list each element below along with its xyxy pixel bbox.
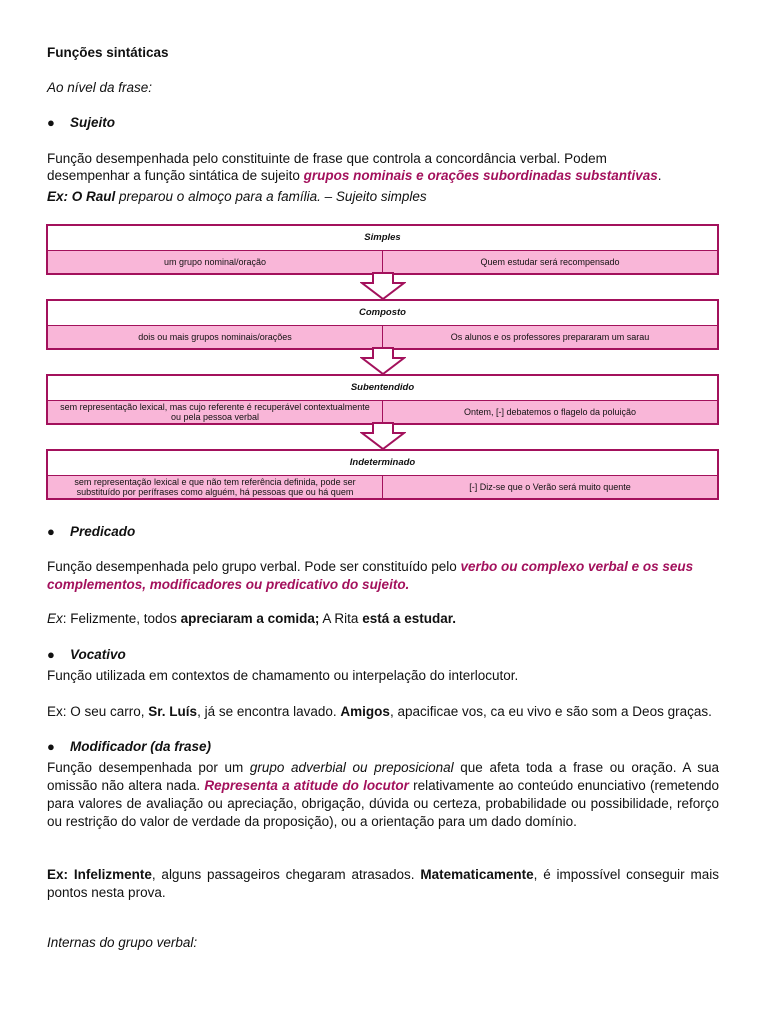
example-text: , apacificae vos, ca eu vivo e são som a Deos graças. [389, 704, 712, 719]
section-title-sujeito: Sujeito [70, 115, 116, 130]
vocativo-example [47, 703, 712, 721]
predicado-example [47, 610, 456, 628]
section-title-predicado: Predicado [70, 524, 136, 539]
predicado-highlight: verbo ou complexo verbal e os seus [460, 559, 694, 574]
diagram-box-title: Composto [48, 301, 717, 326]
predicado-text-plain: Função desempenhada pelo grupo verbal. Pode ser constituído pelo [47, 559, 461, 574]
example-bold: está a estudar. [362, 611, 456, 626]
example-bold: Amigos [340, 704, 390, 719]
page-heading: Funções sintáticas [47, 45, 169, 60]
modificador-example [47, 866, 719, 902]
example-text: A Rita [319, 611, 363, 626]
sujeito-highlight: grupos nominais e orações subordinadas substantivas [303, 168, 658, 183]
example-text: , já se encontra lavado. [197, 704, 341, 719]
paragraph-italic: grupo adverbial ou preposicional [249, 760, 454, 775]
example-label: Ex: [47, 867, 69, 882]
section-title-vocativo: Vocativo [70, 647, 126, 662]
diagram-box-title: Simples [48, 226, 717, 251]
diagram-box-example: [-] Diz-se que o Verão será muito quente [382, 476, 717, 498]
paragraph-text: que afeta toda a frase ou oração. A sua omissão não altera nada. [47, 760, 719, 793]
section-title-modificador: Modificador (da frase) [70, 739, 212, 754]
diagram-box-example: Quem estudar será recompensado [382, 251, 717, 273]
diagram-box-subentendido [46, 374, 719, 425]
diagram-box-title: Subentendido [48, 376, 717, 401]
example-bold: Sr. Luís [148, 704, 198, 719]
vocativo-text: Função utilizada em contextos de chamamento ou interpelação do interlocutor. [47, 668, 519, 683]
predicado-highlight-line2: complementos, modificadores ou predicativo do sujeito. [47, 577, 410, 592]
diagram-box-description: sem representação lexical e que não tem referência definida, pode ser substituído por perífrases como alguém, há pessoas que ou há quem [74, 477, 356, 497]
diagram-box-description: um grupo nominal/oração [163, 257, 267, 267]
footer-heading: Internas do grupo verbal: [47, 935, 198, 950]
down-arrow-icon [360, 422, 406, 450]
predicado-text-line1 [47, 558, 693, 576]
sujeito-text-end: . [657, 168, 662, 183]
example-bold: Infelizmente [68, 867, 152, 882]
sujeito-example [47, 188, 427, 206]
example-label: Ex: O Raul [47, 189, 116, 204]
bullet-icon: ● [47, 739, 55, 754]
paragraph-text: Função desempenhada por um [47, 760, 250, 775]
diagram-box-indeterminado [46, 449, 719, 500]
diagram-box-example: Os alunos e os professores prepararam um sarau [382, 326, 717, 348]
sujeito-text-line2 [47, 167, 662, 185]
sujeito-text-plain: desempenhar a função sintática de sujeito [47, 168, 304, 183]
example-text: Ex: O seu carro, [47, 704, 149, 719]
diagram-box-example: Ontem, [-] debatemos o flagelo da poluição [382, 401, 717, 423]
example-text: , é impossível conseguir mais pontos nesta prova. [47, 867, 720, 900]
example-text: preparou o almoço para a família. – Sujeito simples [115, 189, 427, 204]
diagram-box-description: sem representação lexical, mas cujo referente é recuperável contextualmente ou pela pessoa verbal [60, 402, 370, 422]
subheading: Ao nível da frase: [47, 80, 153, 95]
example-text: , alguns passageiros chegaram atrasados. [151, 867, 421, 882]
example-label: Ex [47, 611, 63, 626]
example-bold: Matematicamente [420, 867, 534, 882]
example-bold: apreciaram a comida; [180, 611, 320, 626]
sujeito-text-line1: Função desempenhada pelo constituinte de frase que controla a concordância verbal. Podem [47, 151, 607, 166]
down-arrow-icon [360, 272, 406, 300]
down-arrow-icon [360, 347, 406, 375]
paragraph-text: relativamente ao conteúdo enunciativo (remetendo para valores de avaliação ou apreciação, obrigação, dúvida ou certeza, probabilidade ou possibilidade, reforço ou restrição do valor de verdade da proposição), ou a orientação para um dado domínio. [47, 778, 719, 829]
modificador-highlight: Representa a atitude do locutor [204, 778, 409, 793]
bullet-icon: ● [47, 647, 55, 662]
bullet-icon: ● [47, 524, 55, 539]
diagram-box-title: Indeterminado [48, 451, 717, 476]
bullet-icon: ● [47, 115, 55, 130]
example-text: : Felizmente, todos [62, 611, 181, 626]
diagram-box-composto [46, 299, 719, 350]
diagram-box-description: dois ou mais grupos nominais/orações [138, 332, 292, 342]
diagram-box-simples [46, 224, 719, 275]
modificador-paragraph [47, 759, 719, 831]
